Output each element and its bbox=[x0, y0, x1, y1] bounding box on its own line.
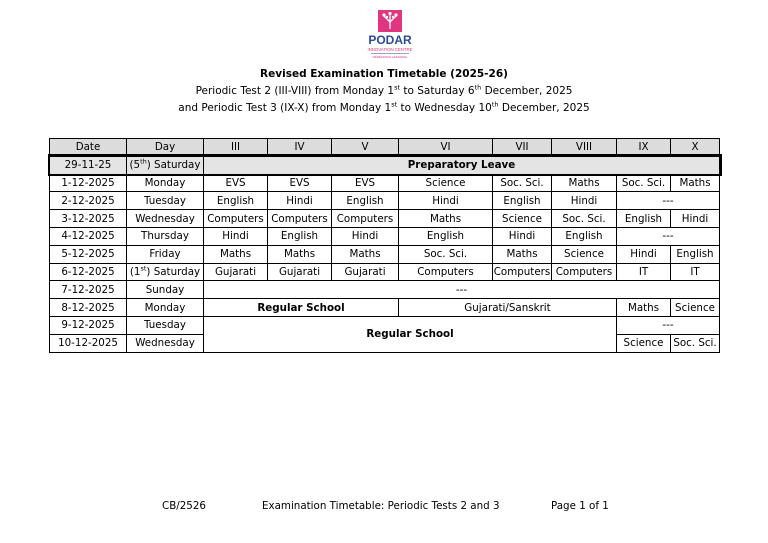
subject-cell: Science bbox=[552, 245, 617, 263]
document-title-block bbox=[0, 66, 768, 117]
brand-subline-2: REDEFINING LEARNING bbox=[372, 55, 408, 59]
header-grade-iii: III bbox=[204, 139, 268, 157]
day-cell: (5th) Saturday bbox=[127, 156, 204, 174]
table-row bbox=[50, 316, 720, 334]
day-cell: Friday bbox=[127, 245, 204, 263]
school-logo bbox=[358, 9, 422, 61]
subject-cell: Gujarati bbox=[332, 263, 399, 281]
subject-cell: Gujarati bbox=[204, 263, 268, 281]
preparatory-leave-cell: Preparatory Leave bbox=[204, 156, 720, 174]
subject-cell: English bbox=[399, 227, 493, 245]
subject-cell: Computers bbox=[268, 210, 332, 228]
subject-cell: Maths bbox=[671, 174, 720, 192]
date-cell: 1-12-2025 bbox=[50, 174, 127, 192]
day-cell: Wednesday bbox=[127, 334, 204, 352]
subject-cell: Hindi bbox=[399, 192, 493, 210]
subject-cell: Hindi bbox=[552, 192, 617, 210]
table-row bbox=[50, 281, 720, 299]
subject-cell: English bbox=[671, 245, 720, 263]
holiday-cell: --- bbox=[204, 281, 720, 299]
date-cell: 4-12-2025 bbox=[50, 227, 127, 245]
day-cell: Thursday bbox=[127, 227, 204, 245]
header-day: Day bbox=[127, 139, 204, 157]
header-grade-iv: IV bbox=[268, 139, 332, 157]
podar-tree-icon bbox=[358, 9, 422, 61]
subject-cell: IT bbox=[671, 263, 720, 281]
regular-school-cell: Regular School bbox=[204, 316, 617, 352]
day-cell: Monday bbox=[127, 174, 204, 192]
header-grade-ix: IX bbox=[617, 139, 671, 157]
no-exam-cell: --- bbox=[617, 316, 720, 334]
table-row bbox=[50, 210, 720, 228]
subject-cell: Maths bbox=[268, 245, 332, 263]
header-grade-viii: VIII bbox=[552, 139, 617, 157]
subject-cell: Hindi bbox=[671, 210, 720, 228]
subject-cell: Hindi bbox=[617, 245, 671, 263]
date-cell: 9-12-2025 bbox=[50, 316, 127, 334]
date-cell: 8-12-2025 bbox=[50, 299, 127, 317]
table-row bbox=[50, 299, 720, 317]
footer-code: CB/2526 bbox=[162, 500, 206, 512]
day-cell: Tuesday bbox=[127, 316, 204, 334]
subject-cell: Maths bbox=[552, 174, 617, 192]
subject-cell: Hindi bbox=[493, 227, 552, 245]
subject-cell: Soc. Sci. bbox=[493, 174, 552, 192]
subject-cell: EVS bbox=[332, 174, 399, 192]
table-row bbox=[50, 192, 720, 210]
subject-cell: English bbox=[493, 192, 552, 210]
header-grade-v: V bbox=[332, 139, 399, 157]
subject-cell: Computers bbox=[399, 263, 493, 281]
subject-cell: Maths bbox=[332, 245, 399, 263]
subject-cell: Science bbox=[617, 334, 671, 352]
header-grade-vii: VII bbox=[493, 139, 552, 157]
subject-cell: Science bbox=[493, 210, 552, 228]
date-cell: 29-11-25 bbox=[50, 156, 127, 174]
subject-cell: English bbox=[204, 192, 268, 210]
subject-cell: Soc. Sci. bbox=[552, 210, 617, 228]
header-grade-x: X bbox=[671, 139, 720, 157]
subject-cell: Computers bbox=[332, 210, 399, 228]
date-cell: 10-12-2025 bbox=[50, 334, 127, 352]
header-grade-vi: VI bbox=[399, 139, 493, 157]
document-title: Revised Examination Timetable (2025-26) bbox=[260, 68, 508, 80]
title-line-2: Periodic Test 2 (III-VIII) from Monday 1st to Saturday 6th December, 2025 bbox=[195, 83, 573, 97]
subject-cell: Soc. Sci. bbox=[671, 334, 720, 352]
subject-cell: Maths bbox=[204, 245, 268, 263]
subject-cell: Hindi bbox=[204, 227, 268, 245]
no-exam-cell: --- bbox=[617, 227, 720, 245]
subject-cell: Science bbox=[399, 174, 493, 192]
subject-cell: EVS bbox=[204, 174, 268, 192]
day-cell: Tuesday bbox=[127, 192, 204, 210]
no-exam-cell: --- bbox=[617, 192, 720, 210]
table-row bbox=[50, 174, 720, 192]
date-cell: 6-12-2025 bbox=[50, 263, 127, 281]
subject-cell: English bbox=[552, 227, 617, 245]
subject-cell: Soc. Sci. bbox=[399, 245, 493, 263]
header-date: Date bbox=[50, 139, 127, 157]
footer-doc-title: Examination Timetable: Periodic Tests 2 and 3 bbox=[262, 500, 500, 512]
subject-cell: Soc. Sci. bbox=[617, 174, 671, 192]
subject-cell: Gujarati bbox=[268, 263, 332, 281]
date-cell: 7-12-2025 bbox=[50, 281, 127, 299]
brand-text: PODAR bbox=[368, 33, 412, 47]
footer-page-number: Page 1 of 1 bbox=[551, 500, 609, 512]
table-row bbox=[50, 245, 720, 263]
title-line-3: and Periodic Test 3 (IX-X) from Monday 1st to Wednesday 10th December, 2025 bbox=[178, 100, 590, 114]
subject-cell: Maths bbox=[399, 210, 493, 228]
subject-cell: Computers bbox=[204, 210, 268, 228]
subject-cell: Hindi bbox=[332, 227, 399, 245]
subject-cell: Maths bbox=[617, 299, 671, 317]
table-row bbox=[50, 263, 720, 281]
day-cell: (1st) Saturday bbox=[127, 263, 204, 281]
subject-cell: Hindi bbox=[268, 192, 332, 210]
day-cell: Wednesday bbox=[127, 210, 204, 228]
day-cell: Sunday bbox=[127, 281, 204, 299]
day-cell: Monday bbox=[127, 299, 204, 317]
brand-subline-1: INNOVATION CENTRE bbox=[367, 47, 413, 52]
subject-cell: EVS bbox=[268, 174, 332, 192]
subject-cell: English bbox=[268, 227, 332, 245]
date-cell: 5-12-2025 bbox=[50, 245, 127, 263]
subject-cell: English bbox=[332, 192, 399, 210]
subject-cell: IT bbox=[617, 263, 671, 281]
table-header-row bbox=[50, 139, 720, 157]
subject-cell: English bbox=[617, 210, 671, 228]
date-cell: 3-12-2025 bbox=[50, 210, 127, 228]
timetable bbox=[49, 138, 720, 353]
subject-cell: Computers bbox=[493, 263, 552, 281]
subject-cell: Science bbox=[671, 299, 720, 317]
date-cell: 2-12-2025 bbox=[50, 192, 127, 210]
language-exam-cell: Gujarati/Sanskrit bbox=[399, 299, 617, 317]
regular-school-cell: Regular School bbox=[204, 299, 399, 317]
table-row bbox=[50, 156, 720, 174]
subject-cell: Computers bbox=[552, 263, 617, 281]
subject-cell: Maths bbox=[493, 245, 552, 263]
table-row bbox=[50, 227, 720, 245]
